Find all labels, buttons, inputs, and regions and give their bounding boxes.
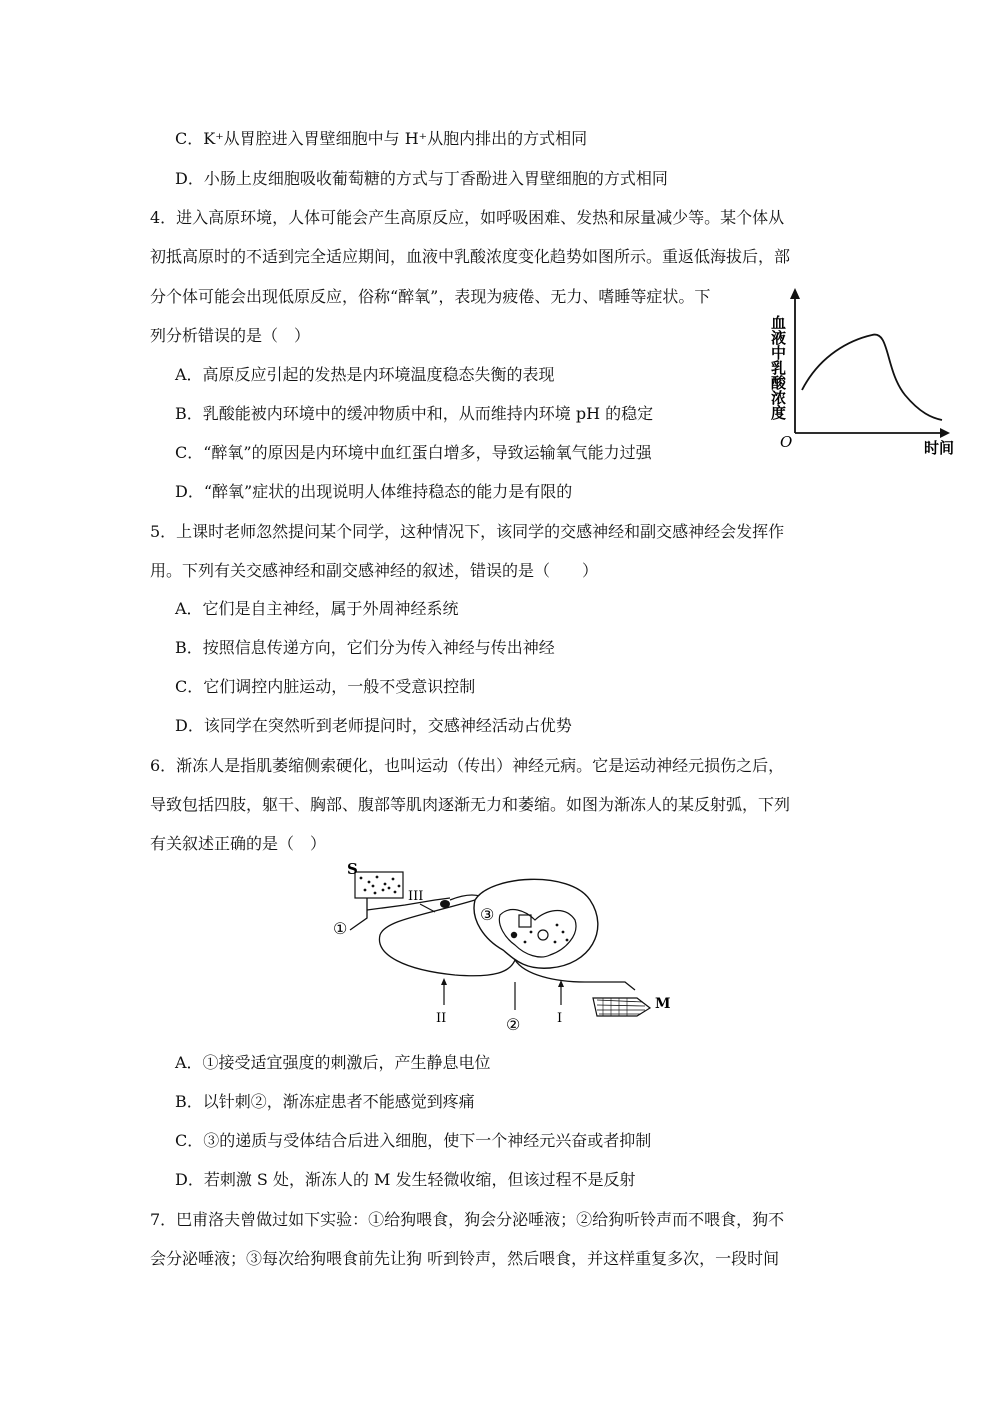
- q6-option-d: D．若刺激 S 处，渐冻人的 M 发生轻微收缩，但该过程不是反射: [175, 1170, 636, 1189]
- q3-option-d: D．小肠上皮细胞吸收葡萄糖的方式与丁香酚进入胃壁细胞的方式相同: [175, 169, 668, 188]
- q4-option-a: A．高原反应引起的发热是内环境温度稳态失衡的表现: [175, 365, 555, 384]
- graph-ylabel: 血液中乳酸浓度: [769, 315, 787, 420]
- q5-option-a: A．它们是自主神经，属于外周神经系统: [175, 599, 459, 618]
- q6-stem-line1: 6．渐冻人是指肌萎缩侧索硬化，也叫运动（传出）神经元病。它是运动神经元损伤之后，: [150, 756, 785, 775]
- q4-stem-line2: 初抵高原时的不适到完全适应期间，血液中乳酸浓度变化趋势如图所示。重返低海拔后，部: [150, 247, 791, 266]
- q4-stem-line3: 分个体可能会出现低原反应，俗称“醉氧”，表现为疲倦、无力、嗜睡等症状。下: [150, 287, 711, 306]
- q6-option-b: B．以针刺②，渐冻症患者不能感觉到疼痛: [175, 1092, 475, 1111]
- label-S: S: [347, 860, 358, 878]
- q4-stem-line4: 列分析错误的是（ ）: [150, 326, 311, 345]
- q6-stem-line3: 有关叙述正确的是（ ）: [150, 834, 327, 853]
- skin-receptor: [355, 872, 403, 898]
- label-M: M: [655, 996, 671, 1012]
- lactate-graph: [760, 285, 970, 460]
- q3-option-c: C．K⁺从胃腔进入胃壁细胞中与 H⁺从胞内排出的方式相同: [175, 129, 588, 148]
- label-I: I: [557, 1011, 563, 1026]
- label-3: ③: [480, 905, 495, 924]
- label-1: ①: [333, 919, 348, 938]
- lactate-curve: [802, 335, 942, 420]
- graph-origin: O: [780, 433, 793, 451]
- q5-option-c: C．它们调控内脏运动，一般不受意识控制: [175, 677, 476, 696]
- muscle-M: [593, 998, 650, 1016]
- q4-option-d: D．“醉氧”症状的出现说明人体维持稳态的能力是有限的: [175, 482, 573, 501]
- q5-option-d: D．该同学在突然听到老师提问时，交感神经活动占优势: [175, 716, 572, 735]
- graph-xlabel: 时间: [924, 439, 955, 457]
- q6-option-a: A．①接受适宜强度的刺激后，产生静息电位: [175, 1053, 491, 1072]
- reflex-arc-diagram: [325, 860, 685, 1040]
- label-2: ②: [506, 1015, 521, 1034]
- q4-stem-line1: 4．进入高原环境，人体可能会产生高原反应，如呼吸困难、发热和尿量减少等。某个体从: [150, 208, 785, 227]
- label-III: III: [408, 889, 424, 904]
- q6-option-c: C．③的递质与受体结合后进入细胞，使下一个神经元兴奋或者抑制: [175, 1131, 652, 1150]
- q7-stem-line1: 7．巴甫洛夫曾做过如下实验：①给狗喂食，狗会分泌唾液；②给狗听铃声而不喂食，狗不: [150, 1210, 785, 1229]
- q5-stem-line1: 5．上课时老师忽然提问某个同学，这种情况下，该同学的交感神经和副交感神经会发挥作: [150, 522, 785, 541]
- q5-stem-line2: 用。下列有关交感神经和副交感神经的叙述，错误的是（ ）: [150, 561, 599, 580]
- q7-stem-line2: 会分泌唾液；③每次给狗喂食前先让狗 听到铃声，然后喂食，并这样重复多次，一段时间: [150, 1249, 780, 1268]
- q4-option-c: C．“醉氧”的原因是内环境中血红蛋白增多，导致运输氧气能力过强: [175, 443, 652, 462]
- q6-stem-line2: 导致包括四肢，躯干、胸部、腹部等肌肉逐渐无力和萎缩。如图为渐冻人的某反射弧，下列: [150, 795, 791, 814]
- q4-option-b: B．乳酸能被内环境中的缓冲物质中和，从而维持内环境 pH 的稳定: [175, 404, 654, 423]
- label-II: II: [436, 1011, 447, 1026]
- q5-option-b: B．按照信息传递方向，它们分为传入神经与传出神经: [175, 638, 555, 657]
